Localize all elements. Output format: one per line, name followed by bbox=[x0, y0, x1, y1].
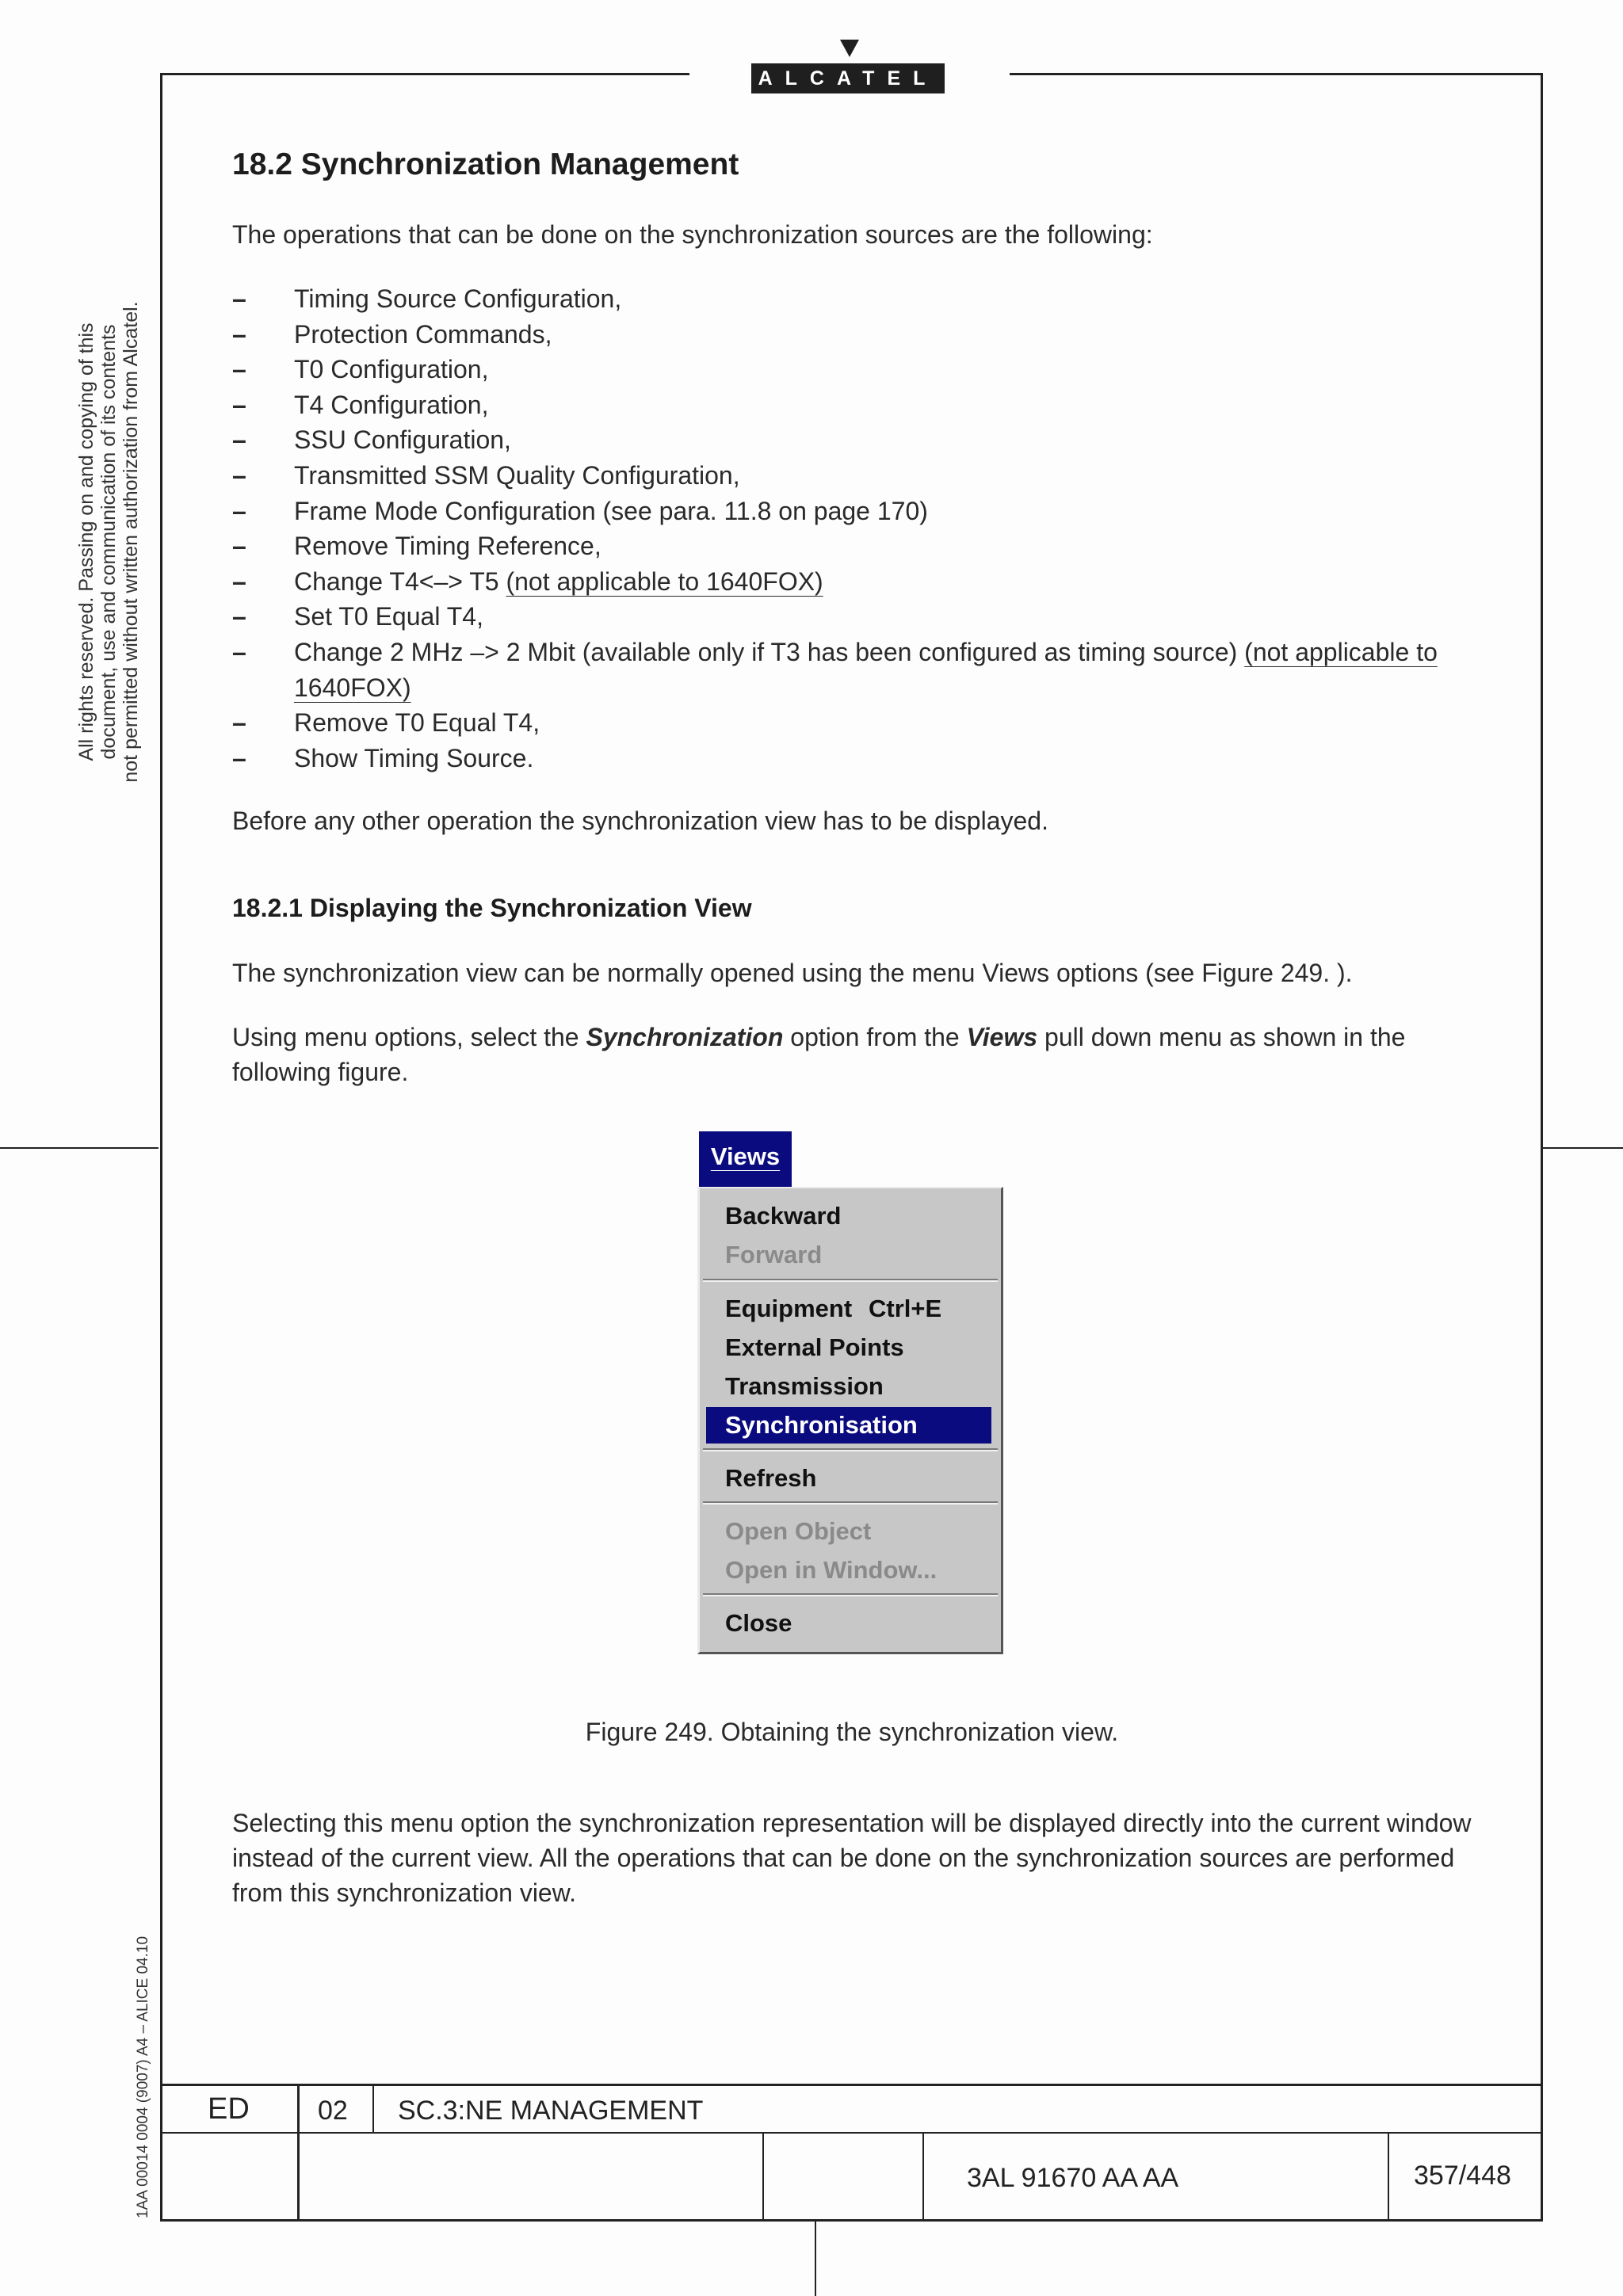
operation-note: (not applicable to 1640FOX) bbox=[294, 637, 1438, 702]
rights-notice-line-1: All rights reserved. Passing on and copying of this bbox=[75, 322, 97, 761]
menu-item-label: Forward bbox=[725, 1241, 823, 1268]
bullet-dash: – bbox=[232, 496, 246, 525]
menu-item-label: Transmission bbox=[725, 1372, 884, 1400]
operation-text: Protection Commands, bbox=[294, 319, 552, 349]
footer-line-middle bbox=[160, 2132, 1543, 2134]
footer-col-4 bbox=[922, 2132, 924, 2221]
menu-item-open-in-window bbox=[706, 1552, 991, 1589]
p2-text-e: pull down menu as shown in the following figure. bbox=[232, 1023, 1406, 1086]
menu-item-backward[interactable] bbox=[706, 1198, 991, 1234]
subsection-paragraph-1: The synchronization view can be normally opened using the menu Views options (see Figure 249. ). bbox=[232, 959, 1353, 987]
operation-text: Transmitted SSM Quality Configuration, bbox=[294, 460, 740, 490]
bullet-dash: – bbox=[232, 319, 246, 349]
operation-text: Set T0 Equal T4, bbox=[294, 602, 483, 631]
views-menu-title-label: Views bbox=[710, 1142, 781, 1170]
footer-col-5 bbox=[1388, 2132, 1389, 2221]
frame-top-right bbox=[1010, 73, 1543, 75]
footer-line-bottom bbox=[160, 2219, 1543, 2222]
menu-item-forward bbox=[706, 1237, 991, 1273]
section-intro: The operations that can be done on the synchronization sources are the following: bbox=[232, 220, 1153, 249]
operation-item bbox=[232, 599, 1476, 635]
margin-mark-left bbox=[0, 1147, 158, 1149]
operation-text: Remove T0 Equal T4, bbox=[294, 708, 540, 738]
menu-item-equipment[interactable] bbox=[706, 1291, 991, 1327]
menu-item-refresh[interactable] bbox=[706, 1460, 991, 1497]
operation-item bbox=[232, 564, 1476, 600]
operation-item bbox=[232, 352, 1476, 387]
section-title: 18.2 Synchronization Management bbox=[232, 147, 739, 181]
operation-item bbox=[232, 317, 1476, 353]
footer-title: SC.3:NE MANAGEMENT bbox=[398, 2096, 704, 2126]
bullet-dash: – bbox=[232, 566, 246, 596]
operation-text: Remove Timing Reference, bbox=[294, 532, 601, 561]
bullet-dash: – bbox=[232, 460, 246, 490]
menu-item-label: Open in Window... bbox=[725, 1556, 938, 1584]
footer-page-number: 357/448 bbox=[1414, 2161, 1511, 2191]
menu-item-shortcut: Ctrl+E bbox=[869, 1295, 942, 1322]
menu-item-label: Backward bbox=[725, 1202, 842, 1230]
document-code: 1AA 00014 0004 (9007) A4 – ALICE 04.10 bbox=[135, 1936, 151, 2218]
views-menu-title[interactable] bbox=[699, 1131, 792, 1187]
bullet-dash: – bbox=[232, 284, 246, 313]
menu-item-label: Close bbox=[725, 1609, 792, 1637]
operation-text: T4 Configuration, bbox=[294, 390, 489, 419]
footer-col-1 bbox=[297, 2084, 300, 2222]
operation-text: Timing Source Configuration, bbox=[294, 284, 622, 313]
frame-top-left bbox=[160, 73, 689, 75]
before-note: Before any other operation the synchronization view has to be displayed. bbox=[232, 807, 1048, 835]
menu-item-external-points[interactable] bbox=[706, 1329, 991, 1366]
logo-triangle-icon bbox=[840, 40, 859, 57]
subsection-paragraph-2 bbox=[232, 1020, 1476, 1089]
margin-mark-right bbox=[1543, 1147, 1623, 1149]
rights-notice bbox=[75, 280, 142, 803]
menu-item-label: Equipment bbox=[725, 1295, 853, 1322]
operation-item bbox=[232, 705, 1476, 741]
menu-separator bbox=[703, 1593, 998, 1596]
bullet-dash: – bbox=[232, 532, 246, 561]
views-menu-panel bbox=[697, 1187, 1003, 1654]
footer-ed-label: ED bbox=[208, 2092, 250, 2126]
operation-item bbox=[232, 281, 1476, 317]
rights-notice-line-2: document, use and communication of its contents bbox=[97, 324, 120, 760]
bullet-dash: – bbox=[232, 390, 246, 419]
menu-item-label: External Points bbox=[725, 1333, 904, 1361]
operation-item bbox=[232, 741, 1476, 776]
operation-item bbox=[232, 387, 1476, 423]
operation-item bbox=[232, 528, 1476, 564]
operation-item bbox=[232, 458, 1476, 494]
operations-list bbox=[232, 281, 1476, 776]
p2-synchronization-emphasis: Synchronization bbox=[586, 1023, 784, 1051]
operation-item bbox=[232, 635, 1476, 705]
menu-item-label: Open Object bbox=[725, 1517, 872, 1545]
bullet-dash: – bbox=[232, 425, 246, 455]
operation-note: (not applicable to 1640FOX) bbox=[506, 566, 823, 596]
subsection-title: 18.2.1 Displaying the Synchronization View bbox=[232, 894, 752, 922]
menu-item-open-object bbox=[706, 1513, 991, 1550]
operation-text: Show Timing Source. bbox=[294, 743, 534, 772]
footer-ed-value: 02 bbox=[318, 2096, 348, 2126]
operation-text: T0 Configuration, bbox=[294, 355, 489, 384]
menu-separator bbox=[703, 1448, 998, 1451]
figure-caption: Figure 249. Obtaining the synchronization view. bbox=[585, 1718, 1119, 1746]
closing-paragraph: Selecting this menu option the synchronization representation will be displayed directly into the current window instead of the current view. All the operations that can be done on the synchronization sources are performed from this synchronization view. bbox=[232, 1809, 1472, 1907]
p2-views-emphasis: Views bbox=[966, 1023, 1038, 1051]
footer-col-3 bbox=[762, 2132, 764, 2221]
operation-text: Frame Mode Configuration (see para. 11.8 on page 170) bbox=[294, 496, 928, 525]
bullet-dash: – bbox=[232, 637, 246, 666]
footer-line-top bbox=[160, 2084, 1543, 2086]
alcatel-logo: ALCATEL bbox=[751, 63, 945, 93]
menu-separator bbox=[703, 1279, 998, 1282]
bullet-dash: – bbox=[232, 743, 246, 772]
menu-item-close[interactable] bbox=[706, 1605, 991, 1642]
p2-text-a: Using menu options, select the bbox=[232, 1023, 586, 1051]
bullet-dash: – bbox=[232, 602, 246, 631]
footer-col-2 bbox=[372, 2084, 374, 2134]
menu-item-label: Synchronisation bbox=[725, 1411, 918, 1439]
operation-text: SSU Configuration, bbox=[294, 425, 511, 455]
rights-notice-line-3: not permitted without written authorization from Alcatel. bbox=[120, 301, 142, 783]
bottom-center-mark bbox=[815, 2222, 816, 2296]
bullet-dash: – bbox=[232, 708, 246, 738]
operation-text: Change T4<–> T5 bbox=[294, 566, 506, 596]
operation-text: Change 2 MHz –> 2 Mbit (available only if T3 has been configured as timing source) bbox=[294, 637, 1245, 666]
operation-item bbox=[232, 494, 1476, 529]
footer-doc-number: 3AL 91670 AA AA bbox=[967, 2163, 1179, 2193]
menu-item-transmission[interactable] bbox=[706, 1368, 991, 1405]
frame-left bbox=[160, 73, 162, 2222]
menu-item-synchronisation[interactable] bbox=[706, 1407, 991, 1444]
bullet-dash: – bbox=[232, 355, 246, 384]
menu-separator bbox=[703, 1501, 998, 1505]
menu-item-label: Refresh bbox=[725, 1464, 817, 1492]
operation-item bbox=[232, 422, 1476, 458]
p2-text-c: option from the bbox=[783, 1023, 967, 1051]
